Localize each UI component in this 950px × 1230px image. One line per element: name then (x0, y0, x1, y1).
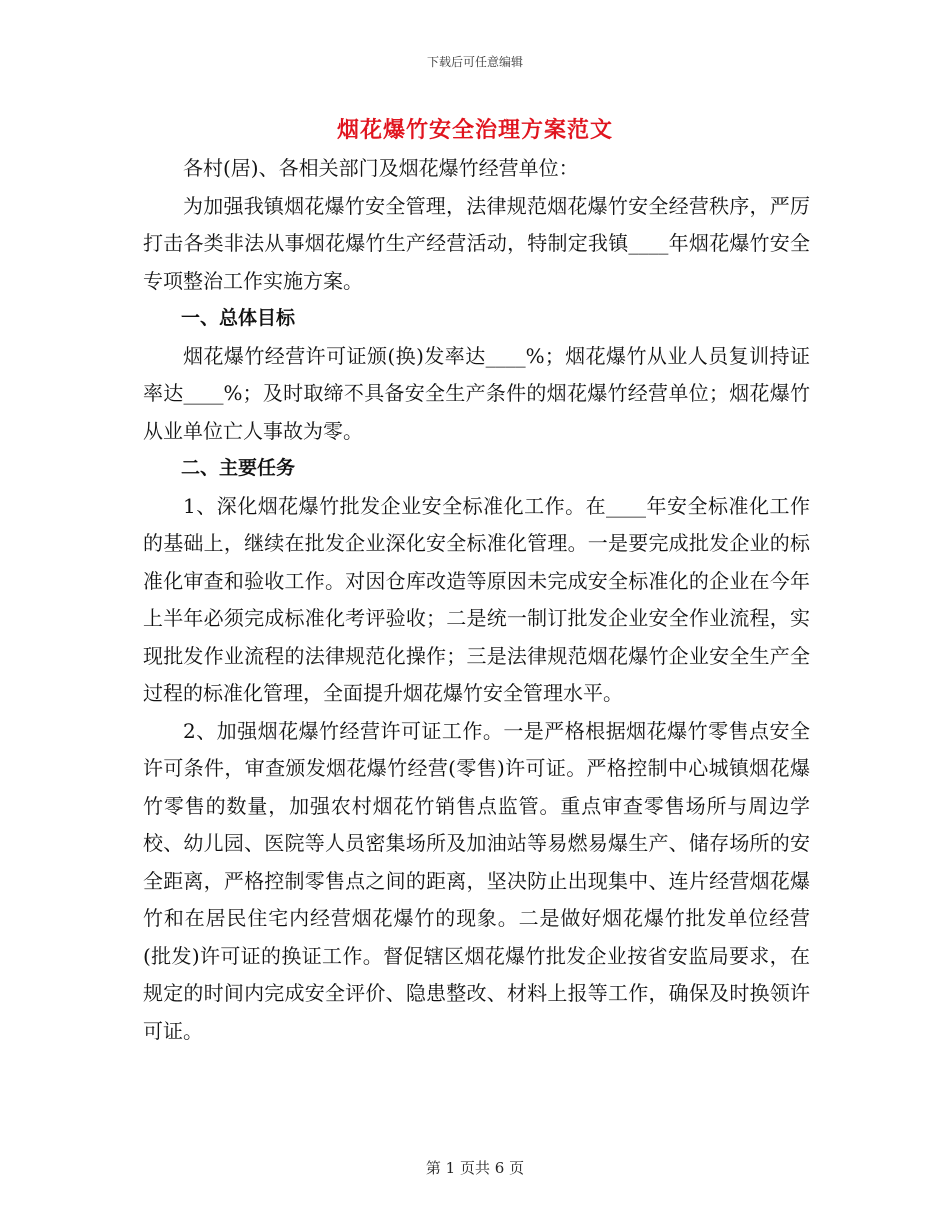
header-note: 下载后可任意编辑 (426, 55, 523, 69)
document-body (143, 150, 810, 1050)
goals-paragraph: 烟花爆竹经营许可证颁(换)发率达____%；烟花爆竹从业人员复训持证率达____%；及时取缔不具备安全生产条件的烟花爆竹经营单位；烟花爆竹从业单位亡人事故为零。 (143, 343, 810, 443)
section-heading-tasks: 二、主要任务 (181, 457, 296, 479)
salutation-paragraph: 各村(居)、各相关部门及烟花爆竹经营单位： (183, 156, 579, 180)
task-paragraph-1: 1、深化烟花爆竹批发企业安全标准化工作。在____年安全标准化工作的基础上，继续在批发企业深化安全标准化管理。一是要完成批发企业的标准化审查和验收工作。对因仓库改造等原因未完成安全标准化的企业在今年上半年必须完成标准化考评验收；二是统一制订批发企业安全作业流程，实现批发作业流程的法律规范化操作；三是法律规范烟花爆竹企业安全生产全过程的标准化管理，全面提升烟花爆竹安全管理水平。 (143, 493, 810, 705)
task-paragraph-2: 2、加强烟花爆竹经营许可证工作。一是严格根据烟花爆竹零售点安全许可条件，审查颁发烟花爆竹经营(零售)许可证。严格控制中心城镇烟花爆竹零售的数量，加强农村烟花竹销售点监管。重点审查零售场所与周边学校、幼儿园、医院等人员密集场所及加油站等易燃易爆生产、储存场所的安全距离，严格控制零售点之间的距离，坚决防止出现集中、连片经营烟花爆竹和在居民住宅内经营烟花爆竹的现象。二是做好烟花爆竹批发单位经营(批发)许可证的换证工作。督促辖区烟花爆竹批发企业按省安监局要求，在规定的时间内完成安全评价、隐患整改、材料上报等工作，确保及时换领许可证。 (143, 718, 810, 1043)
page-footer: 第 1 页共 6 页 (425, 1159, 525, 1177)
document-title: 烟花爆竹安全治理方案范文 (336, 117, 613, 143)
intro-paragraph: 为加强我镇烟花爆竹安全管理，法律规范烟花爆竹安全经营秩序，严厉打击各类非法从事烟花爆竹生产经营活动，特制定我镇____年烟花爆竹安全专项整治工作实施方案。 (143, 193, 810, 293)
section-heading-goals: 一、总体目标 (181, 307, 296, 329)
